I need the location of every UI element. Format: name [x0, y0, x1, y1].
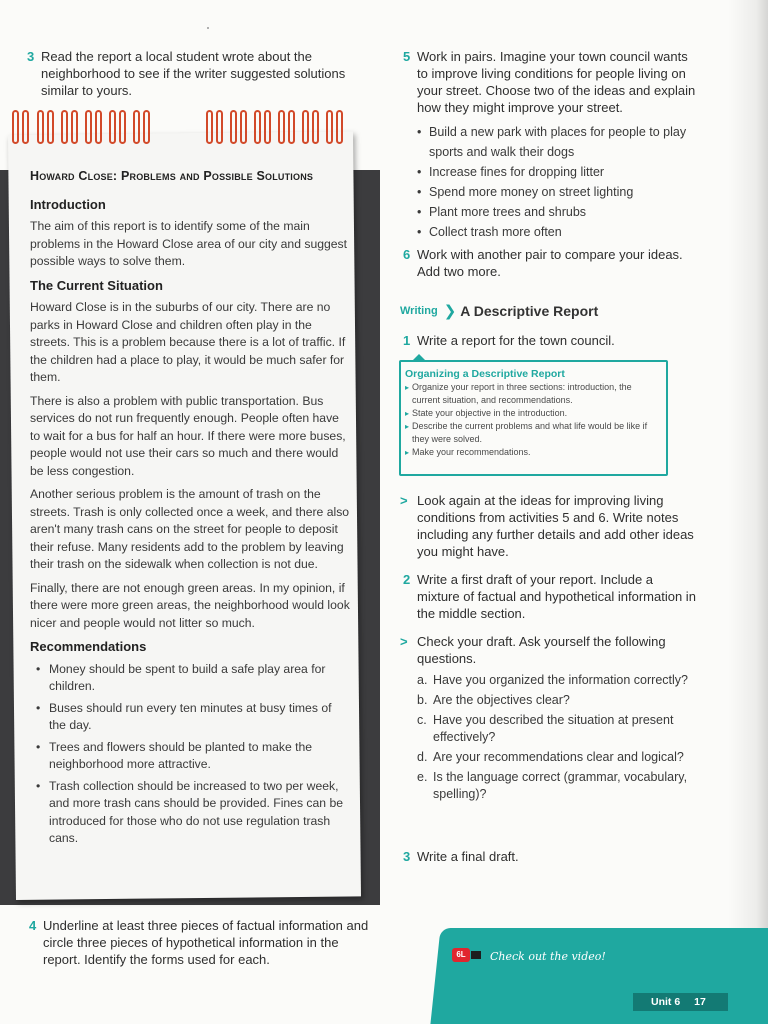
binding-ring: [336, 110, 343, 144]
look-again-step: [400, 492, 697, 560]
binding-ring: [47, 110, 54, 144]
binding-ring: [85, 110, 92, 144]
tip-title: Organizing a Descriptive Report: [405, 368, 565, 380]
report-paragraph: Finally, there are not enough green areas. In my opinion, if there were more green areas, the neighborhood would look nicer and people would not litter so much.: [30, 580, 350, 630]
step-number: 1: [403, 333, 411, 348]
question-letter: d.: [417, 750, 428, 764]
idea-item: • Collect trash more often: [417, 222, 707, 242]
spiral-binding: [0, 110, 360, 150]
question-text: Have you organized the information correctly?: [433, 673, 688, 687]
camera-icon: [471, 951, 481, 959]
writing-section-heading: [400, 302, 700, 320]
tip-item: ▸ State your objective in the introduction.: [405, 407, 660, 420]
step-text: Write a report for the town council.: [417, 333, 615, 348]
binding-ring: [206, 110, 213, 144]
tip-item: ▸ Make your recommendations.: [405, 446, 660, 459]
step-marker: >: [400, 493, 408, 508]
video-badge: 6L: [452, 948, 470, 962]
binding-ring: [143, 110, 150, 144]
idea-item: • Increase fines for dropping litter: [417, 162, 707, 182]
step-text: Look again at the ideas for improving living conditions from activities 5 and 6. Write notes including any further details and add other ideas you might have.: [417, 493, 694, 559]
activity-number: 6: [403, 247, 411, 262]
activity-6: [403, 246, 699, 280]
question-letter: e.: [417, 770, 428, 784]
recommendation-item: • Money should be spent to build a safe play area for children.: [36, 661, 350, 696]
tip-box: [399, 360, 668, 476]
question-letter: c.: [417, 713, 427, 727]
report-paragraph: There is also a problem with public transportation. Bus services do not run frequently enough. People often have to wait for a bus for half an hour. If there were more buses, people would not use their cars so much and there would be less congestion.: [30, 393, 346, 478]
step-number: 3: [403, 849, 411, 864]
activity-text: Underline at least three pieces of factual information and circle three pieces of hypothetical information in the report. Identify the forms used for each.: [43, 918, 369, 967]
unit-label: Unit 6: [651, 996, 681, 1008]
question-text: Is the language correct (grammar, vocabulary, spelling)?: [433, 770, 688, 801]
binding-ring: [288, 110, 295, 144]
tip-item: ▸ Organize your report in three sections: introduction, the current situation, and recommendations.: [405, 381, 660, 407]
writing-step-2: [403, 571, 697, 622]
idea-item: • Spend more money on street lighting: [417, 182, 707, 202]
binding-ring: [240, 110, 247, 144]
binding-ring: [216, 110, 223, 144]
writing-step-1: [403, 332, 697, 349]
step-marker: >: [400, 634, 408, 649]
writing-step-3: [403, 848, 697, 865]
writing-label: Writing: [400, 305, 438, 317]
question-item: [417, 692, 697, 709]
binding-ring: [95, 110, 102, 144]
activity-3: [27, 48, 361, 99]
video-link[interactable]: [452, 948, 606, 964]
report-paragraph: Another serious problem is the amount of trash on the streets. Trash is only collected once a week, and there also aren't many trash cans on the street for people to deposit their refuse. Many residents add to the problem by leaving their trash on the sidewalk when collection is not due.: [30, 487, 350, 571]
activity-5: [403, 48, 699, 116]
recommendation-item: • Trash collection should be increased to two per week, and more trash cans should be provided. Fines can be introduced for those who do not use regulation trash cans.: [36, 778, 350, 848]
binding-ring: [61, 110, 68, 144]
tip-item: ▸ Describe the current problems and what life would be like if they were solved.: [405, 420, 660, 446]
recommendation-item: • Trees and flowers should be planted to make the neighborhood more attractive.: [36, 739, 350, 774]
ideas-list: [417, 122, 707, 242]
report-heading-introduction: Introduction: [30, 196, 106, 212]
question-item: [417, 769, 697, 803]
binding-ring: [109, 110, 116, 144]
activity-4: [29, 917, 373, 968]
binding-ring: [278, 110, 285, 144]
page-number: 17: [694, 996, 706, 1008]
activity-text: Work with another pair to compare your ideas. Add two more.: [417, 247, 683, 279]
report-paragraph: Howard Close is in the suburbs of our city. There are no parks in Howard Close and children often play in the streets. This is a problem because there is a lot of traffic. If the children had a place to play, it would be much safer for them.: [30, 300, 346, 384]
writing-title: A Descriptive Report: [460, 303, 599, 319]
binding-ring: [37, 110, 44, 144]
binding-ring: [12, 110, 19, 144]
tip-list: [405, 381, 660, 459]
student-report: [30, 168, 350, 852]
question-letter: a.: [417, 673, 428, 687]
activity-text: Work in pairs. Imagine your town council wants to improve living conditions for people living on your street. Choose two of the ideas and explain how they might improve your street.: [417, 49, 696, 115]
report-heading-recommendations: Recommendations: [30, 639, 147, 654]
page-edge-shadow: [728, 0, 768, 1024]
step-text: Check your draft. Ask yourself the following questions.: [417, 634, 666, 666]
step-text: Write a first draft of your report. Include a mixture of factual and hypothetical information in the middle section.: [417, 572, 696, 621]
step-text: Write a final draft.: [417, 849, 519, 864]
activity-number: 3: [27, 49, 35, 64]
idea-item: • Build a new park with places for people to play sports and walk their dogs: [417, 122, 707, 162]
report-paragraph: The aim of this report is to identify some of the main problems in the Howard Close area of our city and suggest possible ways to solve them.: [30, 219, 348, 268]
binding-ring: [22, 110, 29, 144]
report-heading-current-situation: The Current Situation: [30, 277, 163, 293]
binding-ring: [302, 110, 309, 144]
recommendation-item: • Buses should run every ten minutes at busy times of the day.: [36, 700, 350, 735]
activity-text: Read the report a local student wrote about the neighborhood to see if the writer suggested solutions similar to yours.: [41, 49, 346, 98]
activity-number: 4: [29, 918, 37, 933]
check-draft-step: [400, 633, 697, 667]
video-link-text[interactable]: Check out the video!: [490, 949, 606, 963]
page-footer-tab: [633, 993, 728, 1011]
activity-number: 5: [403, 49, 411, 64]
binding-ring: [133, 110, 140, 144]
video-camera-icon: [452, 948, 480, 964]
question-item: [417, 749, 697, 766]
report-title: Howard Close: Problems and Possible Solutions: [30, 169, 314, 183]
scan-speck: [207, 27, 209, 29]
question-text: Are the objectives clear?: [433, 693, 570, 707]
chevron-right-icon: ❯: [443, 303, 457, 320]
question-list: [417, 672, 697, 806]
binding-ring: [71, 110, 78, 144]
question-item: [417, 712, 697, 746]
question-item: [417, 672, 697, 689]
binding-ring: [230, 110, 237, 144]
question-text: Are your recommendations clear and logical?: [433, 750, 684, 764]
binding-ring: [119, 110, 126, 144]
binding-ring: [312, 110, 319, 144]
binding-ring: [264, 110, 271, 144]
binding-ring: [254, 110, 261, 144]
step-number: 2: [403, 572, 411, 587]
idea-item: • Plant more trees and shrubs: [417, 202, 707, 222]
question-text: Have you described the situation at present effectively?: [433, 713, 674, 744]
recommendations-list: [36, 661, 350, 848]
binding-ring: [326, 110, 333, 144]
question-letter: b.: [417, 693, 428, 707]
